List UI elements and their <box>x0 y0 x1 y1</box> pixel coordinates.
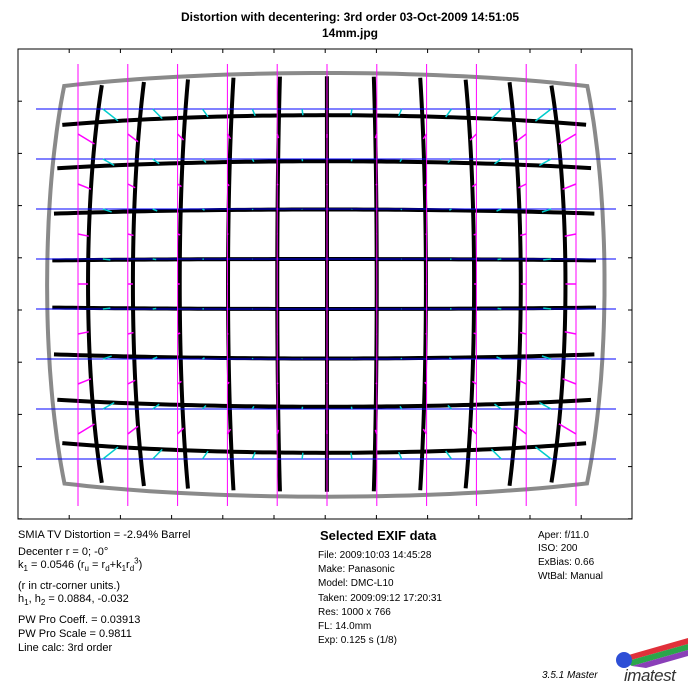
exif-wtbal: WtBal: Manual <box>538 571 604 582</box>
distortion-vector-v <box>178 234 181 235</box>
h-coefficients: $h_1$, $h_2 = 0.0884$, -0.032 <box>18 593 129 608</box>
distortion-vector-h <box>543 308 551 309</box>
distortion-vector-h <box>252 358 253 359</box>
exif-fl: FL: 14.0mm <box>318 621 372 632</box>
exif-make: Make: Panasonic <box>318 564 395 575</box>
exif-iso: ISO: 200 <box>538 543 578 554</box>
chart-filename: 14mm.jpg <box>321 26 378 40</box>
exif-aper: Aper: f/11.0 <box>538 530 589 541</box>
distortion-vector-h <box>203 209 205 210</box>
distortion-vector-h <box>498 259 502 260</box>
exif-exp: Exp: 0.125 s (1/8) <box>318 635 397 646</box>
exif-res: Res: 1000 x 766 <box>318 607 391 618</box>
distortion-vector-v <box>474 234 477 235</box>
distortion-vector-h <box>103 308 110 309</box>
distortion-vector-h <box>252 209 253 210</box>
smia-distortion: SMIA TV Distortion = -2.94% Barrel <box>18 529 191 541</box>
k1-formula: $k_1 = 0.0546$ $(r_u = r_d+k_1r_d^3)$ <box>18 556 143 574</box>
exif-heading: Selected EXIF data <box>320 528 437 543</box>
distortion-vector-h <box>351 453 352 459</box>
pw-pro-coeff: PW Pro Coeff. = 0.03913 <box>18 614 141 626</box>
distortion-vector-h <box>401 358 402 359</box>
exif-model: Model: DMC-L10 <box>318 578 394 589</box>
distortion-vector-v <box>277 184 278 185</box>
distortion-vector-h <box>203 358 205 359</box>
brand-name: imatest <box>624 666 676 685</box>
distortion-vector-h <box>543 259 551 260</box>
pw-pro-scale: PW Pro Scale = 0.9811 <box>18 628 132 640</box>
distortion-vector-h <box>351 109 352 115</box>
distortion-vector-h <box>153 259 157 260</box>
distortion-vector-h <box>302 453 303 459</box>
distortion-vector-v <box>474 333 477 334</box>
distortion-vector-h <box>302 109 303 115</box>
version-label: 3.5.1 Master <box>542 670 598 681</box>
line-calc: Line calc: 3rd order <box>18 642 113 654</box>
exif-file: File: 2009:10:03 14:45:28 <box>318 550 432 561</box>
distortion-vector-v <box>277 383 278 384</box>
distortion-vector-h <box>498 308 502 309</box>
distortion-vector-h <box>401 209 402 210</box>
decenter-value: Decenter r = 0; -0° <box>18 546 109 558</box>
chart-title: Distortion with decentering: 3rd order 03-Oct-2009 14:51:05 <box>180 10 520 24</box>
units-note: (r in ctr-corner units.) <box>18 580 121 592</box>
distortion-vector-h <box>153 308 157 309</box>
distortion-vector-v <box>178 333 181 334</box>
distortion-vector-v <box>376 383 377 384</box>
distortion-vector-v <box>376 184 377 185</box>
distortion-vector-h <box>103 259 110 260</box>
exif-exbias: ExBias: 0.66 <box>538 557 595 568</box>
exif-taken: Taken: 2009:09:12 17:20:31 <box>318 593 442 604</box>
